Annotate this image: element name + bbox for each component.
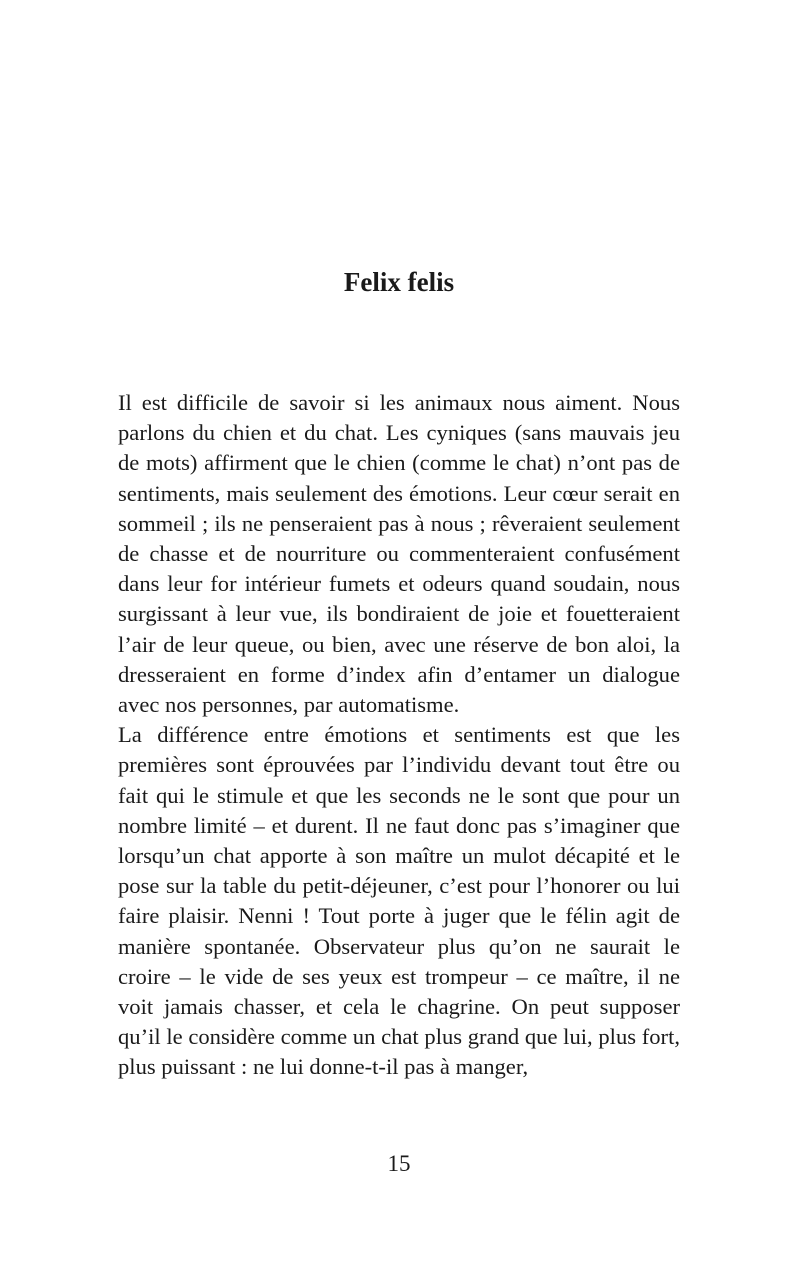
chapter-body [118,388,680,1083]
paragraph-2: La différence entre émotions et sentiments est que les premières sont éprouvées par l’individu devant tout être ou fait qui le stimule et que les seconds ne le sont que pour un nombre limité – et durent. Il ne faut donc pas s’imaginer que lorsqu’un chat apporte à son maître un mulot décapité et le pose sur la table du petit-déjeuner, c’est pour l’honorer ou lui faire plaisir. Nenni ! Tout porte à juger que le félin agit de manière spontanée. Observateur plus qu’on ne saurait le croire – le vide de ses yeux est trompeur – ce maître, il ne voit jamais chasser, et cela le chagrine. On peut supposer qu’il le considère comme un chat plus grand que lui, plus fort, plus puissant : ne lui donne-t-il pas à manger, [118,722,680,1080]
page-number: 15 [387,1151,411,1176]
chapter-title: Felix felis [343,267,455,297]
paragraph-1: Il est difficile de savoir si les animaux nous aiment. Nous parlons du chien et du chat. Les cyniques (sans mauvais jeu de mots) affirment que le chien (comme le chat) n’ont pas de sentiments, mais seulement des émotions. Leur cœur serait en sommeil ; ils ne penseraient pas à nous ; rêveraient seulement de chasse et de nourriture ou commenteraient confusément dans leur for intérieur fumets et odeurs quand soudain, nous surgissant à leur vue, ils bondiraient de joie et fouetteraient l’air de leur queue, ou bien, avec une réserve de bon aloi, la dresseraient en forme d’index afin d’entamer un dialogue avec nos personnes, par automatisme. [118,390,680,718]
